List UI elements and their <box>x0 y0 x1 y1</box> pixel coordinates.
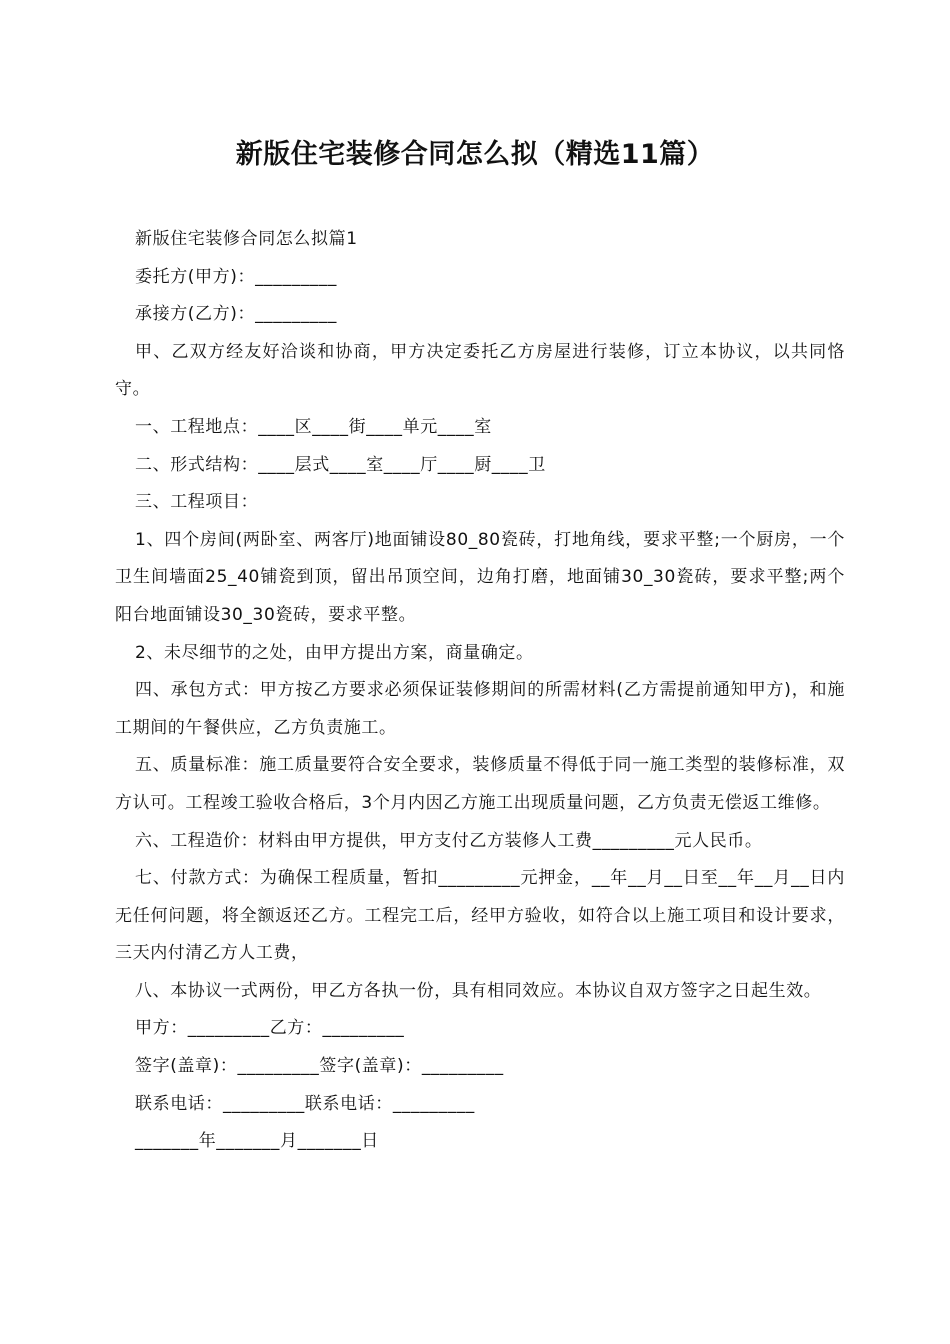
section-heading: 新版住宅装修合同怎么拟篇1 <box>135 229 358 249</box>
clause-contract-method: 四、承包方式：甲方按乙方要求必须保证装修期间的所需材料(乙方需提前通知甲方)，和施工期间的午餐供应，乙方负责施工。 <box>115 680 845 738</box>
signature-date: _______年_______月_______日 <box>135 1131 379 1152</box>
clause-structure: 二、形式结构：____层式____室____厅____厨____卫 <box>135 454 546 475</box>
clause-items-heading: 三、工程项目： <box>135 492 259 513</box>
clause-payment: 七、付款方式：为确保工程质量，暂扣_________元押金，__年__月__日至__年__月__日内无任何问题，将全额返还乙方。工程完工后，经甲方验收，如符合以上施工项目和设计要求，三天内付清乙方人工费， <box>115 868 845 964</box>
signature-seals: 签字(盖章)：_________签字(盖章)：_________ <box>135 1056 504 1077</box>
party-a-line: 委托方(甲方)：_________ <box>135 266 337 287</box>
clause-cost: 六、工程造价：材料由甲方提供，甲方支付乙方装修人工费_________元人民币。 <box>135 830 763 851</box>
clause-item-2: 2、未尽细节的之处，由甲方提出方案，商量确定。 <box>135 642 534 663</box>
document-title: 新版住宅装修合同怎么拟（精选11篇） <box>235 139 715 170</box>
clause-location: 一、工程地点：____区____街____单元____室 <box>135 416 492 437</box>
signature-phones: 联系电话：_________联系电话：_________ <box>135 1093 475 1114</box>
party-b-line: 承接方(乙方)：_________ <box>135 304 337 325</box>
intro-paragraph: 甲、乙双方经友好洽谈和协商，甲方决定委托乙方房屋进行装修，订立本协议，以共同恪守。 <box>115 341 845 400</box>
document-body <box>115 221 845 1161</box>
clause-item-1: 1、四个房间(两卧室、两客厅)地面铺设80_80瓷砖，打地角线，要求平整;一个厨房，一个卫生间墙面25_40铺瓷到顶，留出吊顶空间，边角打磨，地面铺30_30瓷砖，要求平整;两个阳台地面铺设30_30瓷砖，要求平整。 <box>115 529 845 625</box>
clause-copies: 八、本协议一式两份，甲乙方各执一份，具有相同效应。本协议自双方签字之日起生效。 <box>135 980 822 1001</box>
signature-parties: 甲方：_________乙方：_________ <box>135 1018 405 1039</box>
clause-quality: 五、质量标准：施工质量要符合安全要求，装修质量不得低于同一施工类型的装修标准，双方认可。工程竣工验收合格后，3个月内因乙方施工出现质量问题，乙方负责无偿返工维修。 <box>115 755 845 813</box>
